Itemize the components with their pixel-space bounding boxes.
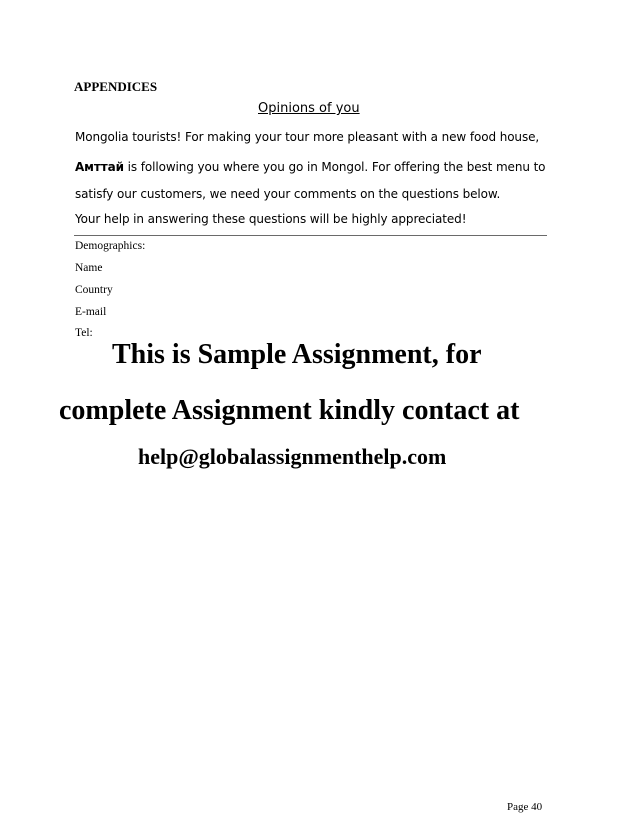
intro-line-2-rest: is following you where you go in Mongol. For offering the best menu to xyxy=(123,160,546,174)
watermark-line-2: complete Assignment kindly contact at xyxy=(59,395,520,426)
field-tel: Tel: xyxy=(75,327,93,339)
field-country: Country xyxy=(75,284,113,296)
intro-line-2 xyxy=(75,160,545,174)
field-email: E-mail xyxy=(75,306,107,318)
field-name: Name xyxy=(75,262,103,274)
page-number: Page 40 xyxy=(507,801,543,813)
brand-name: Амттай xyxy=(75,160,124,174)
watermark-line-1: This is Sample Assignment, for xyxy=(112,339,482,370)
appendices-heading: APPENDICES xyxy=(74,79,158,94)
section-divider xyxy=(74,235,547,236)
watermark-contact-email: help@globalassignmenthelp.com xyxy=(138,444,447,469)
intro-line-1: Mongolia tourists! For making your tour more pleasant with a new food house, xyxy=(75,130,540,144)
field-demographics: Demographics: xyxy=(75,240,146,252)
intro-line-4: Your help in answering these questions will be highly appreciated! xyxy=(75,212,467,226)
intro-line-3: satisfy our customers, we need your comments on the questions below. xyxy=(75,187,501,201)
survey-subtitle: Opinions of you xyxy=(258,101,360,116)
